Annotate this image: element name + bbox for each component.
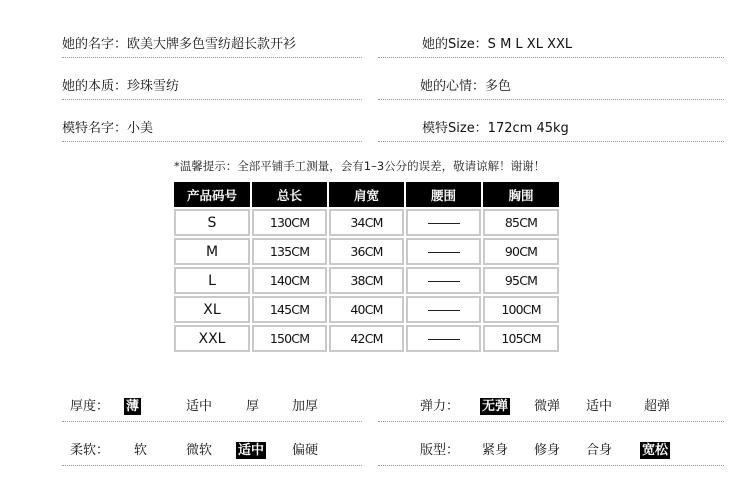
elasticity-option-none: 无弹 <box>482 399 509 414</box>
divider <box>62 141 362 142</box>
table-row <box>174 267 559 294</box>
elasticity-label: 弹力： <box>420 399 460 414</box>
header-size-code: 产品码号 <box>174 182 250 207</box>
dash-icon <box>428 252 460 253</box>
divider <box>62 465 362 466</box>
elasticity-option-medium: 适中 <box>586 399 613 414</box>
waist-cell <box>406 267 481 294</box>
thickness-option-thin: 薄 <box>126 399 140 414</box>
bust-cell: 100CM <box>483 296 559 323</box>
length-cell: 145CM <box>252 296 327 323</box>
divider <box>378 465 724 466</box>
divider <box>378 57 724 58</box>
info-material <box>62 78 362 100</box>
info-size-text: 她的Size：S M L XL XXL <box>422 37 573 52</box>
size-cell: XXL <box>174 325 250 352</box>
divider <box>62 99 362 100</box>
dash-icon <box>428 339 460 340</box>
info-model-name-text: 模特名字：小美 <box>62 121 154 136</box>
waist-cell <box>406 296 481 323</box>
table-row <box>174 325 559 352</box>
size-cell: S <box>174 209 250 236</box>
size-cell: L <box>174 267 250 294</box>
bust-cell: 105CM <box>483 325 559 352</box>
shoulder-cell: 36CM <box>329 238 404 265</box>
info-name-text: 她的名字：欧美大牌多色雪纺超长款开衫 <box>62 37 297 52</box>
shoulder-cell: 38CM <box>329 267 404 294</box>
fit-option-regular: 合身 <box>586 443 613 458</box>
shoulder-cell: 42CM <box>329 325 404 352</box>
softness-option-soft: 软 <box>134 443 148 458</box>
divider <box>62 421 362 422</box>
elasticity-option-super: 超弹 <box>644 399 671 414</box>
softness-option-slightly-soft: 微软 <box>186 443 213 458</box>
header-waist: 腰围 <box>406 182 481 207</box>
fit-option-tight: 紧身 <box>482 443 509 458</box>
waist-cell <box>406 325 481 352</box>
divider <box>378 421 724 422</box>
fit-label: 版型： <box>420 443 460 458</box>
bust-cell: 90CM <box>483 238 559 265</box>
info-model-name <box>62 120 362 142</box>
elasticity-row <box>378 396 724 422</box>
bust-cell: 95CM <box>483 267 559 294</box>
divider <box>378 141 724 142</box>
dash-icon <box>428 310 460 311</box>
table-row <box>174 296 559 323</box>
fit-option-slim: 修身 <box>534 443 561 458</box>
info-mood <box>378 78 724 100</box>
dash-icon <box>428 281 460 282</box>
info-mood-text: 她的心情：多色 <box>420 79 512 94</box>
shoulder-cell: 40CM <box>329 296 404 323</box>
header-length: 总长 <box>252 182 327 207</box>
bust-cell: 85CM <box>483 209 559 236</box>
shoulder-cell: 34CM <box>329 209 404 236</box>
softness-option-firm: 偏硬 <box>292 443 319 458</box>
softness-option-medium: 适中 <box>238 443 265 458</box>
length-cell: 130CM <box>252 209 327 236</box>
size-cell: M <box>174 238 250 265</box>
thickness-label: 厚度： <box>70 399 110 414</box>
softness-row <box>62 440 362 466</box>
softness-label: 柔软： <box>70 443 110 458</box>
table-row <box>174 238 559 265</box>
dash-icon <box>428 223 460 224</box>
fit-row <box>378 440 724 466</box>
size-cell: XL <box>174 296 250 323</box>
divider <box>378 99 724 100</box>
measurement-note: *温馨提示：全部平铺手工测量，会有1–3公分的误差，敬请谅解！谢谢！ <box>174 159 546 173</box>
length-cell: 140CM <box>252 267 327 294</box>
thickness-row <box>62 396 362 422</box>
info-name <box>62 36 362 58</box>
thickness-option-extra-thick: 加厚 <box>292 399 319 414</box>
table-row <box>174 209 559 236</box>
info-model-size <box>378 120 724 142</box>
waist-cell <box>406 238 481 265</box>
thickness-option-medium: 适中 <box>186 399 213 414</box>
thickness-option-thick: 厚 <box>246 399 260 414</box>
waist-cell <box>406 209 481 236</box>
info-model-size-text: 模特Size：172cm 45kg <box>422 121 569 136</box>
fit-option-loose: 宽松 <box>642 443 669 458</box>
size-table-header <box>174 182 559 207</box>
length-cell: 150CM <box>252 325 327 352</box>
length-cell: 135CM <box>252 238 327 265</box>
elasticity-option-slight: 微弹 <box>534 399 561 414</box>
divider <box>62 57 362 58</box>
info-material-text: 她的本质：珍珠雪纺 <box>62 79 180 94</box>
header-shoulder: 肩宽 <box>329 182 404 207</box>
header-bust: 胸围 <box>483 182 559 207</box>
size-table <box>172 180 561 354</box>
info-size <box>378 36 724 58</box>
